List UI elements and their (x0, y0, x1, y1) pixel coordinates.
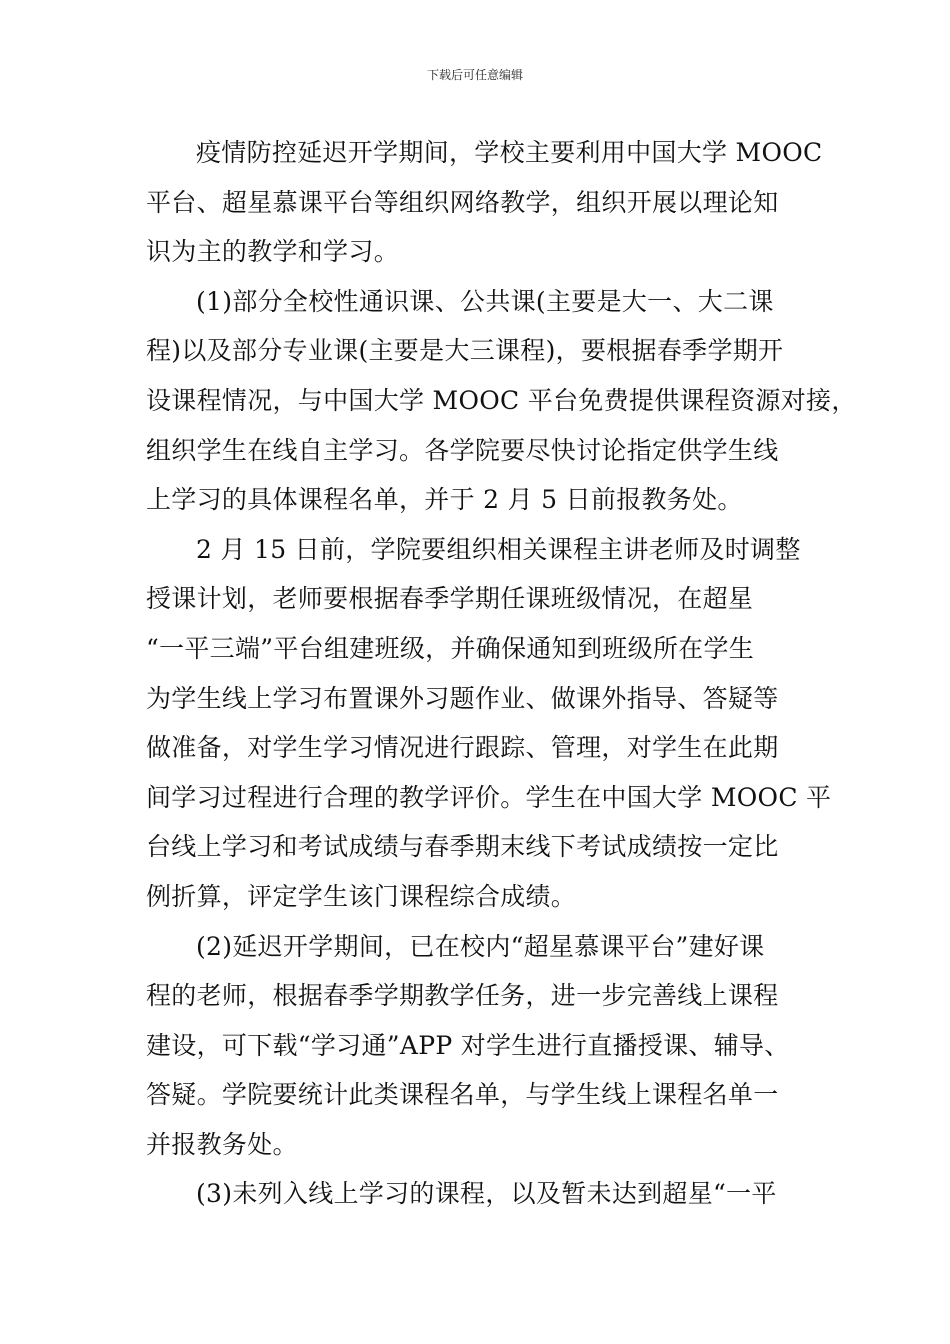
text-line: (2)延迟开学期间，已在校内“超星慕课平台”建好课 (196, 931, 765, 961)
paragraph (146, 128, 823, 277)
paragraph (146, 1169, 814, 1219)
text-line: 平台、超星慕课平台等组织网络教学，组织开展以理论知 (146, 187, 779, 217)
text-line: “一平三端”平台组建班级，并确保通知到班级所在学生 (146, 633, 755, 663)
paragraph (146, 277, 857, 525)
text-line: 2 月 15 日前，学院要组织相关课程主讲老师及时调整 (196, 534, 801, 564)
text-line: 例折算，评定学生该门课程综合成绩。 (146, 881, 577, 911)
text-line: 台线上学习和考试成绩与春季期末线下考试成绩按一定比 (146, 832, 779, 862)
text-line: (3)未列入线上学习的课程，以及暂未达到超星“一平 (196, 1179, 777, 1209)
text-line: 并报教务处。 (146, 1129, 298, 1159)
text-line: 授课计划，老师要根据春季学期任课班级情况，在超星 (146, 584, 754, 614)
text-line: 程)以及部分专业课(主要是大三课程)，要根据春季学期开 (146, 336, 784, 366)
text-line: 间学习过程进行合理的教学评价。学生在中国大学 MOOC 平 (146, 782, 832, 812)
document-body (146, 128, 857, 1219)
text-line: 建设，可下载“学习通”APP 对学生进行直播授课、辅导、 (146, 1030, 790, 1060)
text-line: 答疑。学院要统计此类课程名单，与学生线上课程名单一 (146, 1080, 779, 1110)
page-header-note: 下载后可任意编辑 (426, 68, 523, 82)
text-line: 识为主的教学和学习。 (146, 237, 400, 267)
text-line: 做准备，对学生学习情况进行跟踪、管理，对学生在此期 (146, 733, 779, 763)
text-line: 为学生线上学习布置课外习题作业、做课外指导、答疑等 (146, 683, 779, 713)
text-line: 程的老师，根据春季学期教学任务，进一步完善线上课程 (146, 981, 779, 1011)
text-line: 组织学生在线自主学习。各学院要尽快讨论指定供学生线 (146, 435, 779, 465)
text-line: 疫情防控延迟开学期间，学校主要利用中国大学 MOOC (196, 138, 823, 167)
text-line: 设课程情况，与中国大学 MOOC 平台免费提供课程资源对接， (146, 385, 857, 415)
text-line: 上学习的具体课程名单，并于 2 月 5 日前报教务处。 (146, 485, 743, 515)
paragraph (146, 525, 832, 922)
paragraph (146, 922, 814, 1170)
text-line: (1)部分全校性通识课、公共课(主要是大一、大二课 (196, 286, 774, 316)
